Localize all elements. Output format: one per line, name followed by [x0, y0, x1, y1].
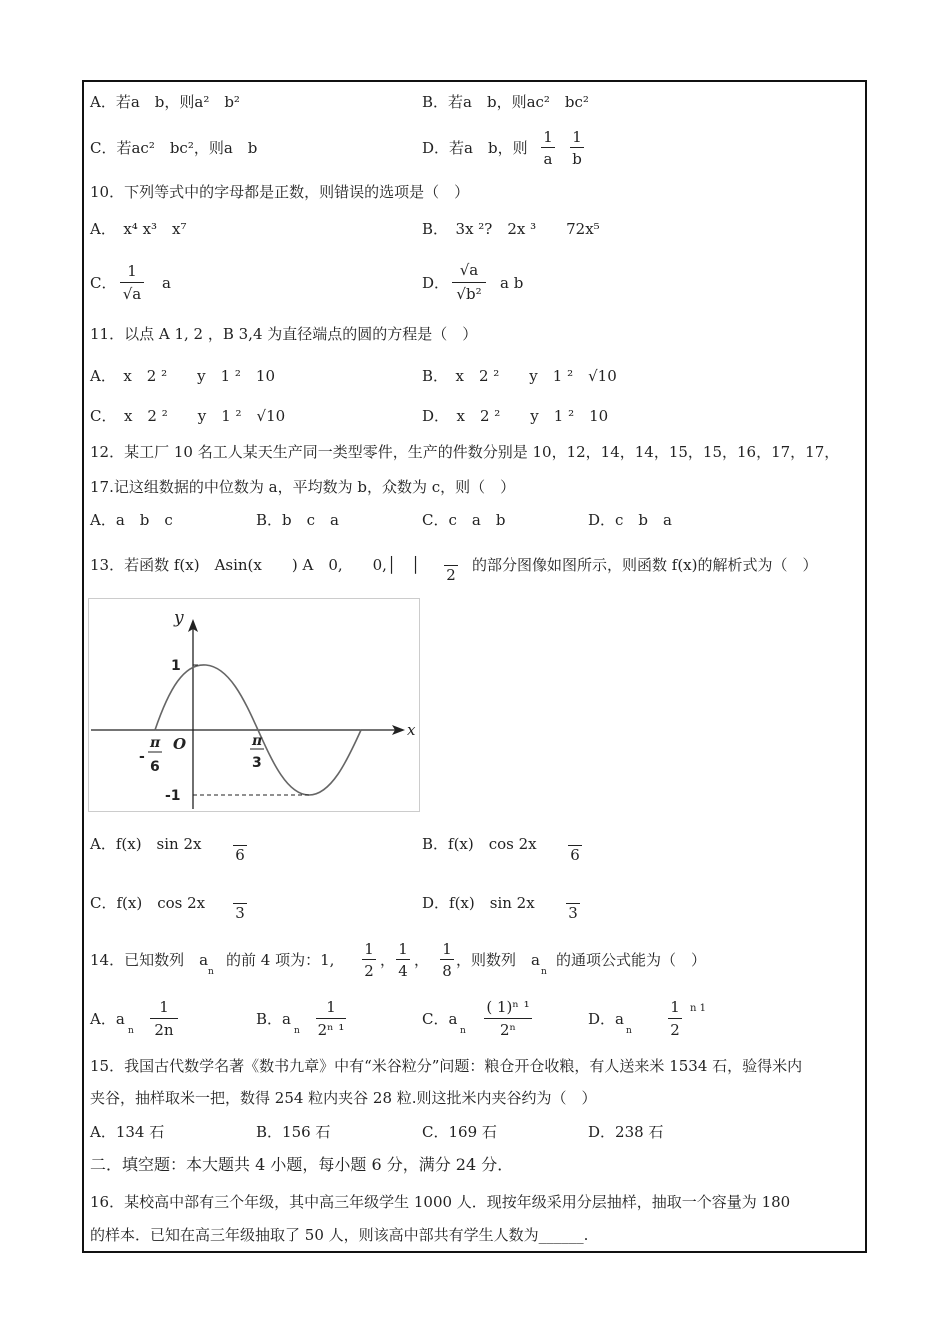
q13-c-frac-den: 3 [235, 904, 245, 922]
q14-d-line [668, 1018, 682, 1019]
q14-option-c-prefix: C．a [422, 1010, 458, 1028]
q11-option-d: D． x 2 ² y 1 ² 10 [422, 407, 609, 425]
q15-option-a: A．134 石 [90, 1123, 165, 1141]
q10-d-den: √b² [456, 285, 482, 303]
q12-option-b: B．b c a [256, 511, 339, 529]
q13-a-frac-den: 6 [235, 846, 245, 864]
y-min-label: -1 [165, 788, 181, 804]
q14-stem-part1: 14．已知数列 a [90, 951, 209, 969]
q14-a-subscript: n [128, 1026, 134, 1036]
x-axis-label: x [407, 721, 416, 739]
q14-t2-num: 1 [364, 940, 374, 958]
q14-option-d-prefix: D．a [588, 1010, 624, 1028]
q10-option-c-prefix: C． [90, 274, 117, 292]
q14-a-line [150, 1018, 178, 1019]
q10-stem: 10．下列等式中的字母都是正数，则错误的选项是（ ） [90, 183, 470, 201]
q16-stem-line1: 16．某校高中部有三个年级，其中高三年级学生 1000 人．现按年级采用分层抽样，抽取一个容量为 180 [90, 1193, 791, 1211]
q10-d-num: √a [459, 261, 479, 279]
q14-stem-subscript-2: n [541, 967, 547, 977]
q14-c-num: ( 1)ⁿ ¹ [486, 998, 530, 1016]
q9-d-frac2-num: 1 [572, 128, 582, 146]
q13-option-a: A．f(x) sin 2x [90, 835, 202, 853]
q13-option-b: B．f(x) cos 2x [422, 835, 537, 853]
q14-a-den: 2n [154, 1021, 174, 1039]
q14-t3-line [396, 959, 410, 960]
q14-t3-num: 1 [398, 940, 408, 958]
q14-b-subscript: n [294, 1026, 300, 1036]
q10-option-b: B． 3x ²? 2x ³ 72x⁵ [422, 220, 600, 238]
q12-option-c: C．c a b [422, 511, 506, 529]
q12-option-d: D．c b a [588, 511, 672, 529]
q14-stem-part3: ，则数列 a [456, 951, 540, 969]
q15-stem-line1: 15．我国古代数学名著《数书九章》中有“米谷粒分”问题：粮仓开仓收粮，有人送来米 1534 石，验得米内 [90, 1057, 803, 1075]
q13-stem-right: 的部分图像如图所示，则函数 f(x)的解析式为（ ） [472, 556, 818, 574]
q9-d-frac1-line [541, 147, 555, 148]
q13-option-c: C．f(x) cos 2x [90, 894, 206, 912]
q14-b-num: 1 [326, 998, 336, 1016]
x-right-den: 3 [252, 755, 262, 771]
q10-option-d-prefix: D． [422, 274, 450, 292]
q9-d-frac2-line [570, 147, 584, 148]
q13-d-frac-den: 3 [568, 904, 578, 922]
sine-graph [88, 598, 420, 812]
q9-d-frac1-den: a [543, 150, 553, 168]
q10-d-rhs: a b [500, 274, 524, 292]
q14-t2-line [362, 959, 376, 960]
q14-d-den: 2 [670, 1021, 680, 1039]
section-2-heading: 二．填空题：本大题共 4 小题，每小题 6 分，满分 24 分． [90, 1155, 514, 1174]
x-left-sign: - [139, 749, 145, 765]
q15-option-d: D．238 石 [588, 1123, 664, 1141]
q9-d-frac1-num: 1 [543, 128, 553, 146]
q11-option-c: C． x 2 ² y 1 ² √10 [90, 407, 286, 425]
q9-option-d-prefix: D．若a b，则 [422, 139, 528, 157]
q11-stem: 11．以点 A 1, 2 ，B 3,4 为直径端点的圆的方程是（ ） [90, 325, 478, 343]
sine-graph-svg [89, 599, 419, 811]
q14-option-b-prefix: B．a [256, 1010, 291, 1028]
q14-d-exp: n 1 [690, 1003, 706, 1014]
q14-t4-num: 1 [442, 940, 452, 958]
x-right-num: π [252, 733, 263, 749]
q12-stem-line1: 12．某工厂 10 名工人某天生产同一类型零件，生产的件数分别是 10，12，14，14，15，15，16，17，17， [90, 443, 840, 461]
q14-d-subscript: n [626, 1026, 632, 1036]
q10-d-line [452, 282, 486, 283]
q14-stem-part4: 的通项公式能为（ ） [556, 951, 707, 969]
q14-t4-den: 8 [442, 962, 452, 980]
y-axis-label: y [174, 608, 184, 628]
x-left-num: π [150, 735, 161, 751]
q10-c-line [120, 282, 144, 283]
q14-t4-line [440, 959, 454, 960]
q14-d-num: 1 [670, 998, 680, 1016]
q14-c-den: 2ⁿ [499, 1021, 517, 1039]
q14-t3-den: 4 [398, 962, 408, 980]
q14-stem-subscript-1: n [208, 967, 214, 977]
q9-option-c: C．若ac² bc²，则a b [90, 139, 258, 157]
q14-b-line [316, 1018, 346, 1019]
q15-stem-line2: 夹谷，抽样取米一把，数得 254 粒内夹谷 28 粒.则这批米内夹谷约为（ ） [90, 1089, 597, 1107]
q10-c-rhs: a [162, 274, 171, 292]
q16-stem-line2: 的样本．已知在高三年级抽取了 50 人，则该高中部共有学生人数为______. [90, 1226, 589, 1244]
q12-stem-line2: 17.记这组数据的中位数为 a，平均数为 b，众数为 c，则（ ） [90, 478, 516, 496]
y-max-label: 1 [171, 658, 181, 674]
x-left-den: 6 [150, 759, 160, 775]
q10-c-den: √a [122, 285, 142, 303]
q14-b-den: 2ⁿ ¹ [317, 1021, 345, 1039]
q14-comma-2: ， [414, 951, 430, 969]
q13-option-d: D．f(x) sin 2x [422, 894, 535, 912]
q15-option-c: C．169 石 [422, 1123, 497, 1141]
q9-option-a: A．若a b，则a² b² [90, 93, 240, 111]
q12-option-a: A．a b c [90, 511, 173, 529]
q14-a-num: 1 [159, 998, 169, 1016]
q9-d-frac2-den: b [572, 150, 582, 168]
q14-c-line [484, 1018, 532, 1019]
q10-c-num: 1 [127, 262, 137, 280]
q11-option-b: B． x 2 ² y 1 ² √10 [422, 367, 617, 385]
q14-t2-den: 2 [364, 962, 374, 980]
q14-option-a-prefix: A．a [90, 1010, 125, 1028]
q11-option-a: A． x 2 ² y 1 ² 10 [90, 367, 276, 385]
q13-stem-left: 13．若函数 f(x) Asin(x ) A 0, 0,│ │ [90, 556, 421, 574]
q14-comma-1: ， [380, 951, 396, 969]
origin-label: O [173, 735, 187, 753]
q14-c-subscript: n [460, 1026, 466, 1036]
q10-option-a: A． x⁴ x³ x⁷ [90, 220, 187, 238]
q9-option-b: B．若a b，则ac² bc² [422, 93, 589, 111]
q14-stem-part2: 的前 4 项为：1, [226, 951, 335, 969]
q13-stem-frac-den: 2 [446, 566, 456, 584]
q13-b-frac-den: 6 [570, 846, 580, 864]
q15-option-b: B．156 石 [256, 1123, 331, 1141]
